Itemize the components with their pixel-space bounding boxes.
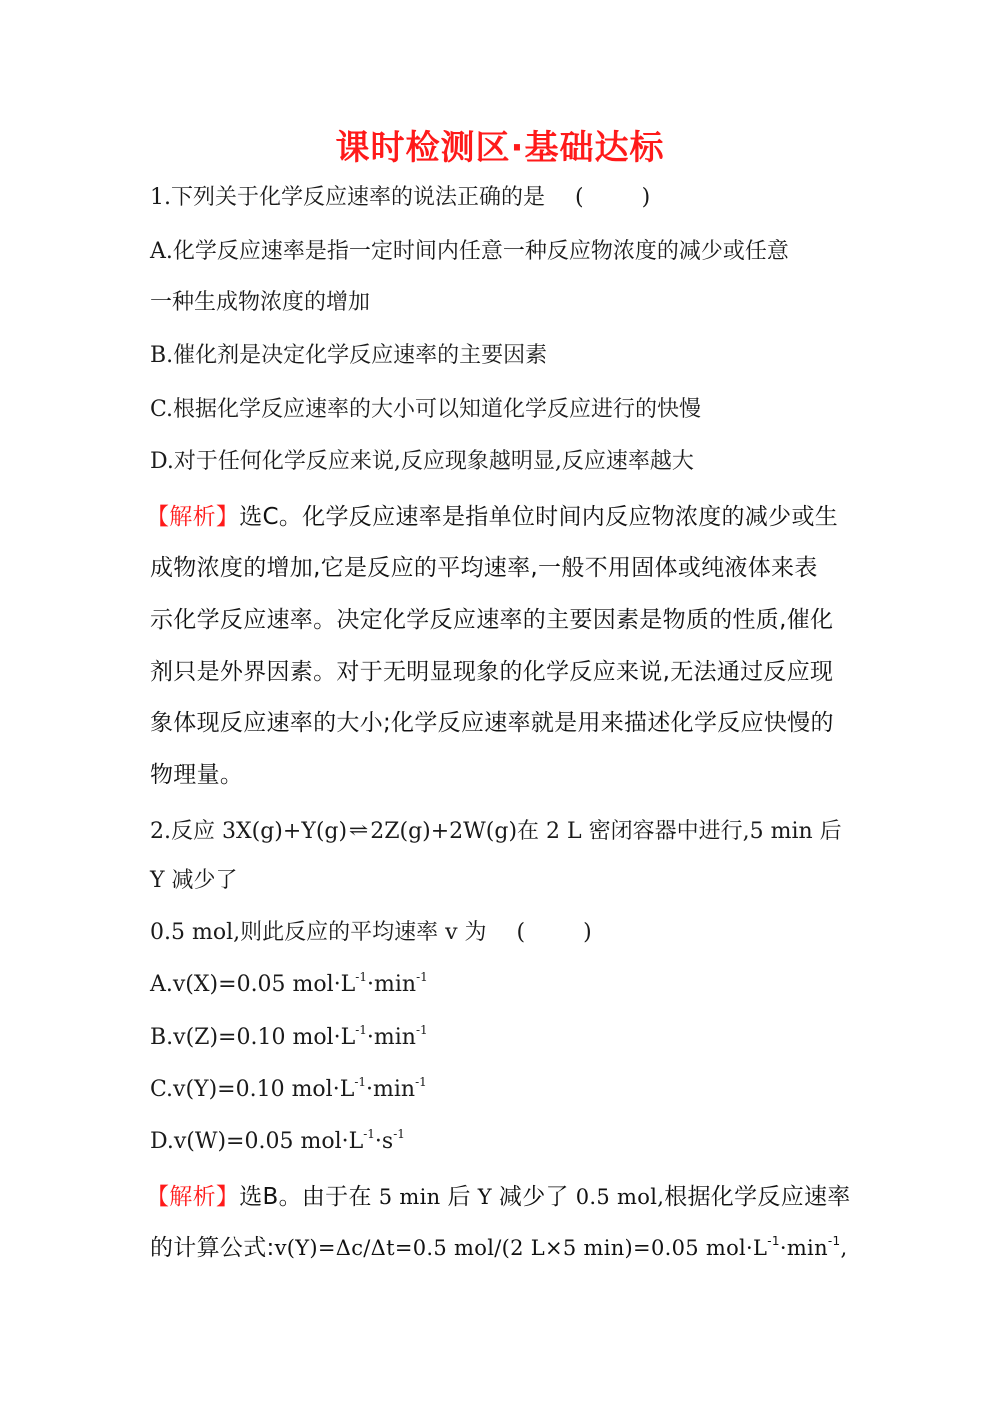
analysis-text: 选C。化学反应速率是指单位时间内反应物浓度的减少或生 <box>239 504 839 530</box>
question-1-analysis-line-3: 示化学反应速率。决定化学反应速率的主要因素是物质的性质,催化 <box>150 607 834 633</box>
analysis-latin: Y <box>470 1185 499 1209</box>
question-2-option-c <box>150 1073 860 1107</box>
analysis-text: 后 <box>447 1184 471 1210</box>
analysis-label: 【解析】 <box>146 1184 240 1210</box>
question-2-analysis-line-1 <box>146 1180 856 1214</box>
question-2-stem <box>150 814 860 848</box>
question-1-stem <box>150 181 860 215</box>
analysis-unit: ·min <box>779 1236 828 1260</box>
equation-reactants: 3X(g)+Y(g) <box>221 819 348 844</box>
question-2-analysis-line-2 <box>150 1231 860 1265</box>
answer-paren-close: ) <box>583 920 592 945</box>
analysis-text: 减少了 <box>498 1184 569 1210</box>
question-1-text: 1.下列关于化学反应速率的说法正确的是 <box>150 185 545 210</box>
superscript: -1 <box>355 970 367 984</box>
option-unit: ·min <box>366 1077 416 1102</box>
option-text: A.v(X)=0.05 mol·L <box>150 972 356 997</box>
option-unit: ·min <box>367 972 417 997</box>
question-1-analysis-line-1 <box>146 500 856 534</box>
option-unit: ·min <box>366 1025 416 1050</box>
analysis-latin: 0.5 mol, <box>568 1185 665 1209</box>
question-1-option-a-cont: 一种生成物浓度的增加 <box>150 290 371 315</box>
question-2-option-a <box>150 968 860 1002</box>
question-1-analysis-line-6: 物理量。 <box>150 762 244 788</box>
question-1-analysis-line-4: 剂只是外界因素。对于无明显现象的化学反应来说,无法通过反应现 <box>150 659 834 685</box>
analysis-text: 根据化学反应速率 <box>664 1184 851 1210</box>
question-2-stem-line-3 <box>150 916 860 950</box>
analysis-formula: v(Y)=Δc/Δt=0.5 mol/(2 L×5 min)=0.05 mol·L <box>274 1236 768 1260</box>
analysis-label: 【解析】 <box>146 504 240 530</box>
answer-paren-close: ) <box>641 185 651 210</box>
analysis-text: 的计算公式: <box>150 1235 275 1261</box>
analysis-punct: , <box>840 1236 848 1260</box>
option-text: C.v(Y)=0.10 mol·L <box>150 1077 355 1102</box>
option-unit: ·s <box>374 1129 394 1154</box>
superscript: -1 <box>393 1127 405 1141</box>
superscript: -1 <box>355 1023 367 1037</box>
option-text: D.v(W)=0.05 mol·L <box>150 1129 364 1154</box>
question-1-option-d: D.对于任何化学反应来说,反应现象越明显,反应速率越大 <box>150 449 694 474</box>
superscript: -1 <box>767 1234 780 1248</box>
superscript: -1 <box>827 1234 841 1248</box>
page-title: 课时检测区·基础达标 <box>335 128 665 168</box>
question-2-suffix: 在 2 L 密闭容器中进行,5 min 后 <box>517 819 842 844</box>
superscript: -1 <box>416 970 428 984</box>
option-text: B.v(Z)=0.10 mol·L <box>150 1025 356 1050</box>
analysis-text: 选B。由于在 <box>239 1184 372 1210</box>
question-1-option-a: A.化学反应速率是指一定时间内任意一种反应物浓度的减少或任意 <box>150 239 789 264</box>
superscript: -1 <box>415 1023 428 1037</box>
superscript: -1 <box>415 1075 427 1089</box>
equation-products: 2Z(g)+2W(g) <box>370 819 518 844</box>
analysis-latin: 5 min <box>371 1185 448 1209</box>
question-1-option-c: C.根据化学反应速率的大小可以知道化学反应进行的快慢 <box>150 397 702 422</box>
question-2-text: 0.5 mol,则此反应的平均速率 v 为 <box>150 920 487 945</box>
question-2-option-d <box>150 1125 860 1159</box>
question-1-analysis-line-2: 成物浓度的增加,它是反应的平均速率,一般不用固体或纯液体来表 <box>150 555 818 581</box>
question-2-stem-line-2: Y 减少了 <box>150 868 238 893</box>
question-1-option-b: B.催化剂是决定化学反应速率的主要因素 <box>150 343 548 368</box>
answer-paren-open: ( <box>516 920 526 945</box>
question-2-option-b <box>150 1021 860 1055</box>
answer-paren-open: ( <box>575 185 584 210</box>
superscript: -1 <box>363 1127 375 1141</box>
question-1-analysis-line-5: 象体现反应速率的大小;化学反应速率就是用来描述化学反应快慢的 <box>150 710 834 736</box>
superscript: -1 <box>354 1075 367 1089</box>
reversible-arrow-icon: ⇌ <box>348 820 369 841</box>
question-2-prefix: 2.反应 <box>150 819 222 844</box>
